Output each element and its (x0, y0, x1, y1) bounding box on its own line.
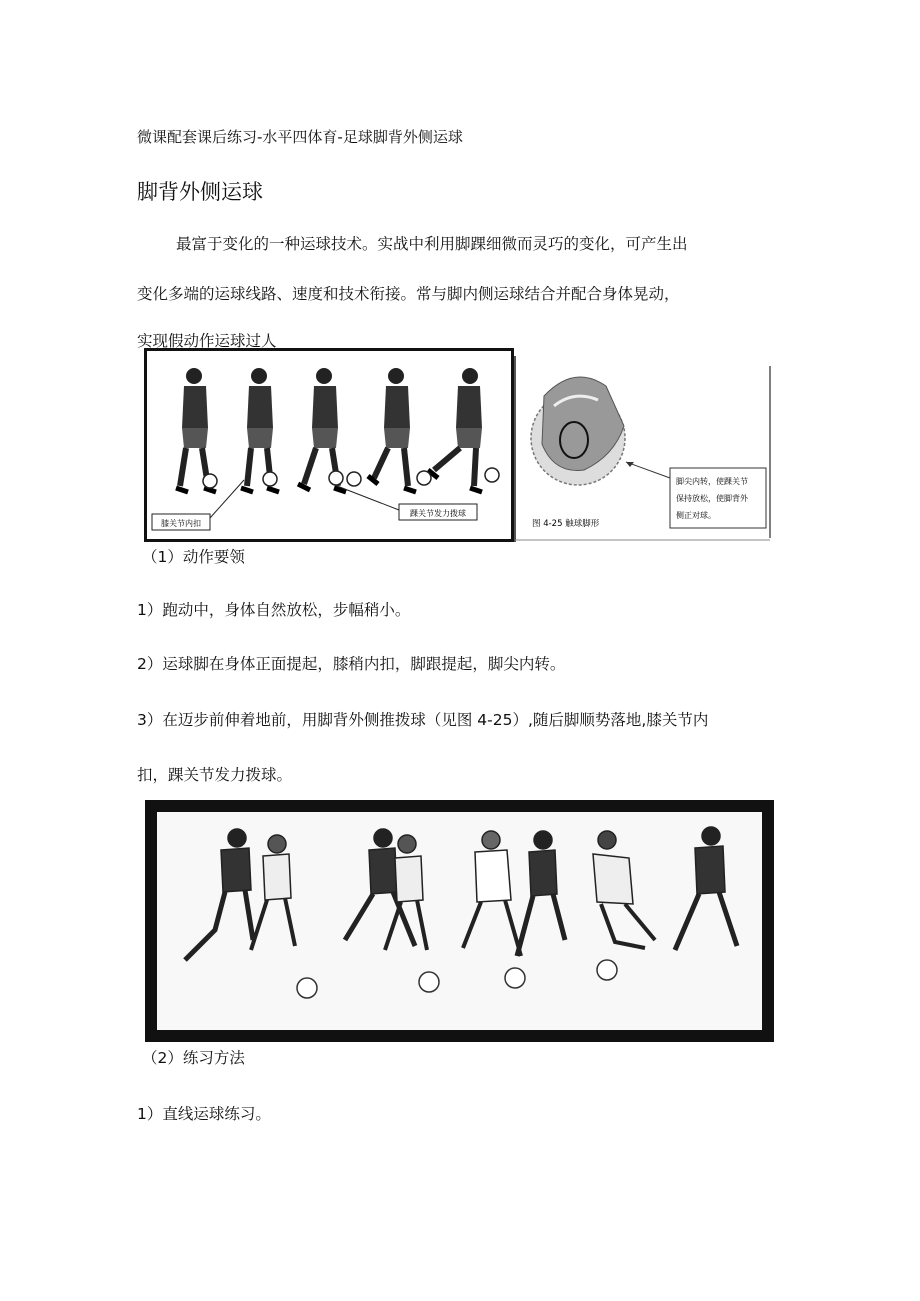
section1-heading: （1）动作要领 (142, 548, 245, 566)
section1-item-1: 1）跑动中，身体自然放松，步幅稍小。 (137, 601, 411, 619)
note-line-3: 侧正对球。 (676, 511, 716, 520)
label-ankle: 踝关节发力拨球 (410, 509, 466, 518)
section2-item-1: 1）直线运球练习。 (137, 1105, 271, 1123)
page-title: 脚背外侧运球 (137, 180, 263, 204)
dribble-sequence-figure (144, 348, 514, 542)
section2-heading: （2）练习方法 (142, 1049, 245, 1067)
page-header: 微课配套课后练习-水平四体育-足球脚背外侧运球 (137, 128, 463, 146)
intro-line-1: 最富于变化的一种运球技术。实战中利用脚踝细微而灵巧的变化，可产生出 (176, 235, 688, 253)
section1-item-2: 2）运球脚在身体正面提起，膝稍内扣，脚跟提起，脚尖内转。 (137, 655, 566, 673)
intro-line-3: 实现假动作运球过人 (137, 332, 277, 350)
note-line-1: 脚尖内转，使踝关节 (676, 477, 748, 486)
section1-item-3: 3）在迈步前伸着地前，用脚背外侧推拨球（见图 4-25）,随后脚顺势落地,膝关节内 (137, 711, 709, 729)
note-line-2: 保持放松，使脚背外 (676, 494, 748, 503)
intro-line-2: 变化多端的运球线路、速度和技术衔接。常与脚内侧运球结合并配合身体晃动， (137, 285, 680, 303)
practice-figure (145, 800, 774, 1042)
foot-shape-figure (514, 356, 772, 542)
label-knee: 膝关节内扣 (161, 519, 201, 528)
figure-caption: 图 4-25 触球脚形 (532, 519, 600, 529)
section1-item-3-cont: 扣，踝关节发力拨球。 (137, 766, 293, 784)
